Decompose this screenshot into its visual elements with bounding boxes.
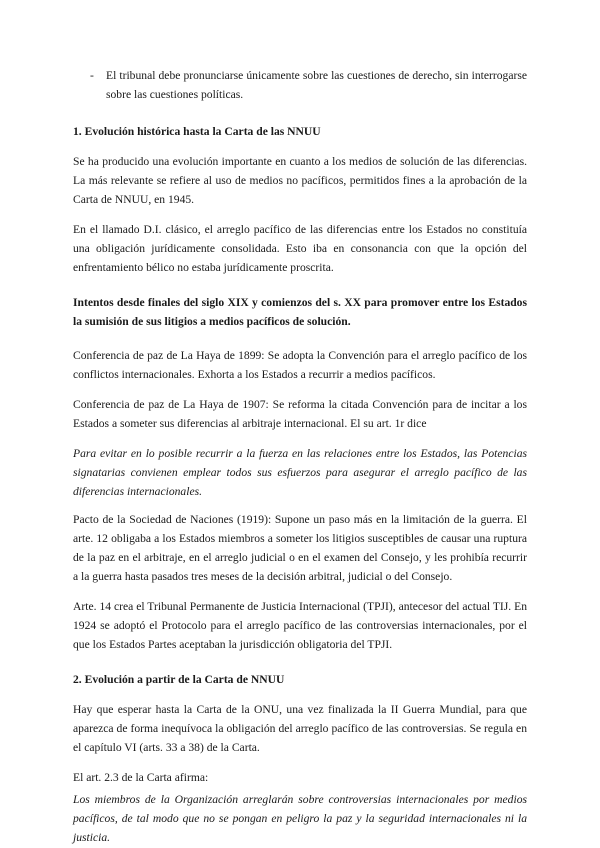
section-2-paragraph-1: Hay que esperar hasta la Carta de la ONU, una vez finalizada la II Guerra Mundial, para que aparezca de forma inequívoca la obligación del arreglo pacífico de las controversias. Se regula en el capítulo VI (arts. 33 a 38) de la Carta.	[73, 703, 527, 754]
section-1-paragraph-5: Pacto de la Sociedad de Naciones (1919): Supone un paso más en la limitación de la guerra. El arte. 12 obligaba a los Estados miembros a someter los litigios susceptibles de causar una ruptura de la paz en el arbitraje, en el arreglo judicial o en el examen del Consejo, y les prohibía recurrir a la guerra hasta pasados tres meses de la decisión arbitral, judicial o del Consejo.	[73, 513, 527, 583]
section-2-quote: Los miembros de la Organización arreglarán sobre controversias internacionales por medios pacíficos, de tal modo que no se pongan en peligro la paz y la seguridad internacionales ni la justicia.	[73, 793, 527, 844]
section-1-paragraph-6: Arte. 14 crea el Tribunal Permanente de Justicia Internacional (TPJI), antecesor del actual TIJ. En 1924 se adoptó el Protocolo para el arreglo pacífico de las controversias internacionales, por el que los Estados Partes aceptaban la jurisdicción obligatoria del TPJI.	[73, 600, 527, 651]
section-1-subheading: Intentos desde finales del siglo XIX y comienzos del s. XX para promover entre los Estados la sumisión de sus litigios a medios pacíficos de solución.	[73, 296, 527, 328]
document-page	[73, 66, 527, 847]
bullet-item	[73, 66, 527, 104]
section-1-heading: 1. Evolución histórica hasta la Carta de las NNUU	[73, 125, 321, 138]
section-2-paragraph-2: El art. 2.3 de la Carta afirma:	[73, 771, 209, 784]
section-1-paragraph-3: Conferencia de paz de La Haya de 1899: Se adopta la Convención para el arreglo pacífico de los conflictos internacionales. Exhorta a los Estados a recurrir a medios pacíficos.	[73, 349, 527, 381]
section-1-quote: Para evitar en lo posible recurrir a la fuerza en las relaciones entre los Estados, las Potencias signatarias convienen emplear todos sus esfuerzos para asegurar el arreglo pacífico de las diferencias internacionales.	[73, 447, 527, 498]
bullet-dash: -	[90, 69, 94, 82]
bullet-text: El tribunal debe pronunciarse únicamente sobre las cuestiones de derecho, sin interrogarse sobre las cuestiones políticas.	[106, 69, 527, 101]
section-2-heading: 2. Evolución a partir de la Carta de NNUU	[73, 673, 285, 686]
section-1-paragraph-4: Conferencia de paz de La Haya de 1907: Se reforma la citada Convención para de incitar a los Estados a someter sus diferencias al arbitraje internacional. El su art. 1r dice	[73, 398, 527, 430]
section-1-paragraph-1: Se ha producido una evolución importante en cuanto a los medios de solución de las diferencias. La más relevante se refiere al uso de medios no pacíficos, permitidos fines a la aprobación de la Carta de NNUU, en 1945.	[73, 155, 527, 206]
section-1-paragraph-2: En el llamado D.I. clásico, el arreglo pacífico de las diferencias entre los Estados no constituía una obligación jurídicamente consolidada. Esto iba en consonancia con que la opción del enfrentamiento bélico no estaba jurídicamente proscrita.	[73, 223, 527, 274]
